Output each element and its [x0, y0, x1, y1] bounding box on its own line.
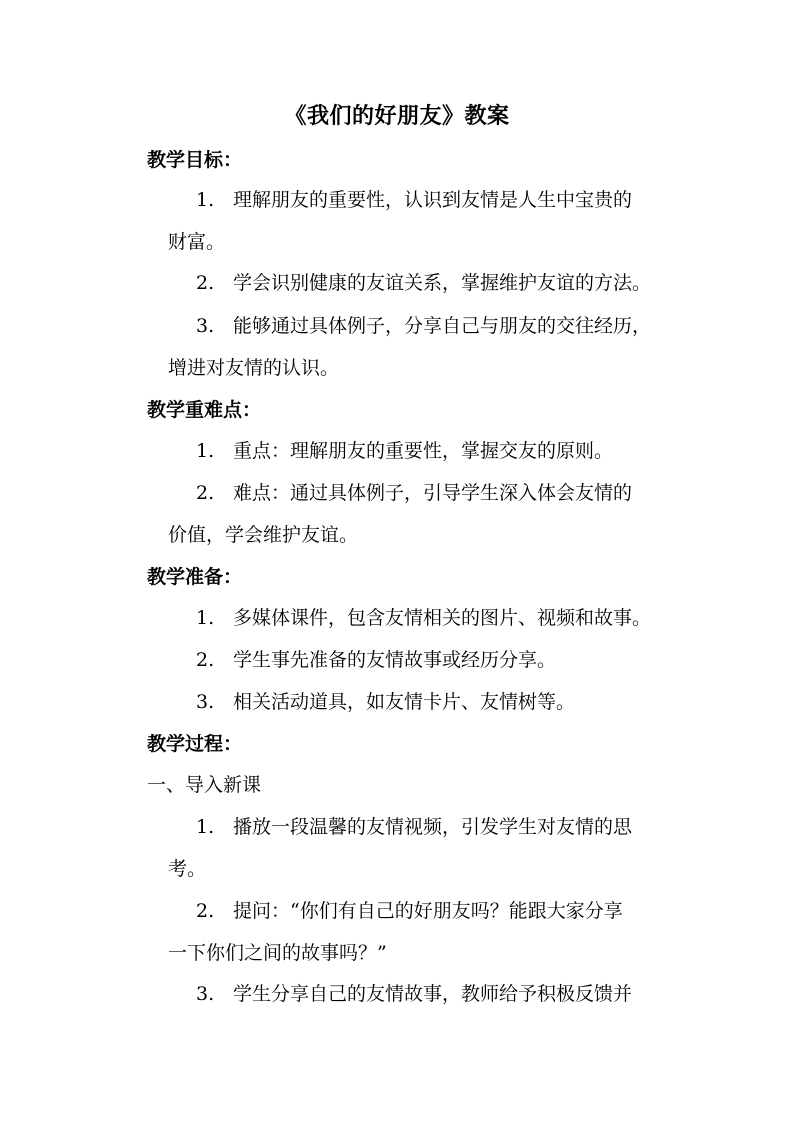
- objectives-heading: 教学目标：: [147, 149, 243, 171]
- item-text: 学生分享自己的友情故事，教师给予积极反馈并: [233, 983, 633, 1005]
- item-text: 学会识别健康的友谊关系，掌握维护友谊的方法。: [233, 272, 652, 294]
- preparation-item-3: [196, 687, 684, 717]
- key-point-item-1: [196, 436, 684, 466]
- item-number: 1.: [196, 440, 215, 462]
- item-number: 2.: [196, 482, 215, 504]
- item-number: 2.: [196, 900, 215, 922]
- item-text: 播放一段温馨的友情视频，引发学生对友情的思: [233, 816, 633, 838]
- document-title: 《我们的好朋友》教案: [284, 103, 510, 129]
- item-text: 重点：理解朋友的重要性，掌握交友的原则。: [233, 440, 614, 462]
- item-text: 提问：“你们有自己的好朋友吗？能跟大家分享: [233, 900, 623, 922]
- key-points-heading: 教学重难点：: [147, 399, 262, 421]
- process-item-2: [196, 896, 684, 926]
- item-number: 2.: [196, 649, 215, 671]
- preparation-heading: 教学准备：: [147, 566, 243, 588]
- item-number: 1.: [196, 189, 215, 211]
- item-number: 2.: [196, 272, 215, 294]
- objective-item-1: [196, 185, 684, 215]
- preparation-item-1: [196, 603, 684, 633]
- process-subheading: 一、导入新课: [147, 774, 262, 796]
- item-text: 难点：通过具体例子，引导学生深入体会友情的: [233, 482, 633, 504]
- objective-item-3-continuation: 增进对友情的认识。: [168, 357, 340, 379]
- process-item-3: [196, 979, 684, 1009]
- process-item-2-continuation: 一下你们之间的故事吗？”: [168, 942, 387, 964]
- item-number: 1.: [196, 816, 215, 838]
- objective-item-2: [196, 268, 684, 298]
- item-number: 3.: [196, 691, 215, 713]
- objective-item-1-continuation: 财富。: [168, 231, 226, 253]
- item-number: 1.: [196, 607, 215, 629]
- item-text: 多媒体课件，包含友情相关的图片、视频和故事。: [233, 607, 652, 629]
- item-text: 理解朋友的重要性，认识到友情是人生中宝贵的: [233, 189, 633, 211]
- key-point-item-2: [196, 478, 684, 508]
- item-text: 学生事先准备的友情故事或经历分享。: [233, 649, 557, 671]
- objective-item-3: [196, 311, 684, 341]
- item-text: 能够通过具体例子，分享自己与朋友的交往经历，: [233, 315, 652, 337]
- process-item-1-continuation: 考。: [168, 858, 207, 880]
- item-number: 3.: [196, 983, 215, 1005]
- item-text: 相关活动道具，如友情卡片、友情树等。: [233, 691, 576, 713]
- item-number: 3.: [196, 315, 215, 337]
- process-item-1: [196, 812, 684, 842]
- process-heading: 教学过程：: [147, 733, 243, 755]
- key-point-item-2-continuation: 价值，学会维护友谊。: [168, 524, 359, 546]
- preparation-item-2: [196, 645, 684, 675]
